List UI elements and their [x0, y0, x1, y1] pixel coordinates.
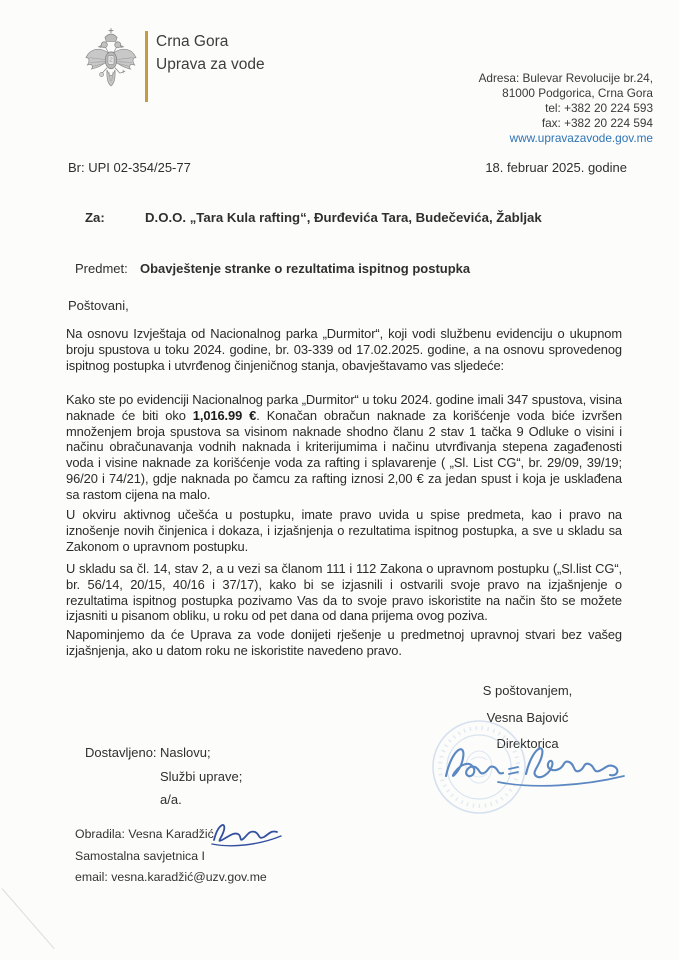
director-signature: [438, 736, 644, 794]
address-line: 81000 Podgorica, Crna Gora: [502, 86, 653, 100]
distribution-list: [160, 745, 242, 816]
fax-line: fax: +382 20 224 594: [541, 116, 653, 130]
closing-salutation: S poštovanjem,: [482, 683, 573, 698]
address-line: Adresa: Bulevar Revolucije br.24,: [478, 71, 653, 85]
org-name: Uprava za vode: [156, 55, 265, 73]
processed-by: Obradila: Vesna Karadžić: [75, 827, 214, 841]
paragraph-note: Napominjemo da će Uprava za vode donijeti rješenje u predmetnoj upravnoj stvari bez vašeg izjašnjenja, ako u datom roku ne iskoristite navedeno pravo.: [66, 627, 622, 658]
letterhead-divider: [145, 31, 148, 102]
signatory-title: Direktorica: [496, 736, 559, 751]
subject-label: Predmet:: [75, 261, 128, 276]
fee-text-after: . Konačan obračun naknade za korišćenje voda biće izvršen množenjem broja spustova sa visinom naknade shodno članu 2 stav 1 tačka 9 Odluke o visini i načinu obračunavanja vodnih naknada i kriterijumima i načinu utvrđivanja stepena zagađenosti voda i visine naknade za korišćenje voda za rafting i splavarenje ( „Sl. List CG“, br. 29/09, 39/19; 96/20 i 74/21), gdje naknada po čamcu za rafting iznosi 2,00 € za jedan spust i koja je usklađena sa rastom cijena na malo.: [66, 407, 623, 502]
recipient-label: Za:: [85, 210, 105, 225]
distribution-item: Naslovu;: [160, 745, 211, 760]
distribution-label: Dostavljeno:: [85, 745, 157, 760]
paragraph-fee-calculation: [66, 392, 622, 503]
letter-date: 18. februar 2025. godine: [485, 160, 627, 175]
paragraph-legal-basis: U skladu sa čl. 14, stav 2, a u vezi sa članom 111 i 112 Zakona o upravnom postupku („Sl.list CG“, br. 56/14, 20/15, 40/16 i 37/17), kako bi se izjasnili i ostvarili svoje pravo na izjašnjenje o rezultatima ispitnog postupka pozivamo Vas da to svoje pravo iskoristite na način što se možete izjasniti u pisanom obliku, u roku od pet dana od dana prijema ovog poziva.: [66, 561, 622, 624]
website-link[interactable]: www.upravazavode.gov.me: [509, 131, 653, 145]
paragraph-rights: U okviru aktivnog učešća u postupku, imate pravo uvida u spise predmeta, kao i pravo na iznošenje novih činjenica i dokaza, i izjašnjenja o rezultatima ispitnog postupka, a sve u skladu sa Zakonom o upravnom postupku.: [66, 507, 622, 554]
distribution-item: a/a.: [160, 792, 182, 807]
recipient-value: D.O.O. „Tara Kula rafting“, Đurđevića Tara, Budečevića, Žabljak: [145, 210, 542, 225]
reference-number: Br: UPI 02-354/25-77: [68, 160, 191, 175]
subject-value: Obavještenje stranke o rezultatima ispitnog postupka: [140, 261, 471, 276]
processor-title: Samostalna savjetnica I: [75, 848, 205, 863]
phone-line: tel: +382 20 224 593: [545, 101, 653, 115]
processor-signature: [207, 816, 287, 850]
processor-email: email: vesna.karadžić@uzv.gov.me: [75, 870, 267, 884]
signatory-name: Vesna Bajović: [486, 709, 569, 725]
address-block: [479, 71, 653, 146]
paragraph-basis: Na osnovu Izvještaja od Nacionalnog parka „Durmitor“, koji vodi službenu evidenciju o ukupnom broju spustova u toku 2024. godine, br. 03-339 od 17.02.2025. godine, a na osnovu sprovedenog ispitnog postupka i utvrđenog činjeničnog stanja, obavještavamo vas sljedeće:: [66, 326, 622, 373]
salutation: Poštovani,: [68, 298, 129, 313]
distribution-item: Službi uprave;: [160, 768, 243, 784]
fee-amount: 1,016.99 €: [192, 407, 257, 423]
org-country: Crna Gora: [156, 33, 229, 50]
fee-text-before: Kako ste po evidenciji Nacionalnog parka „Durmitor“ u toku 2024. godine imali 347 spustova, visina naknade će biti oko: [66, 392, 622, 423]
scan-crease-artifact: [1, 888, 54, 949]
montenegro-coat-of-arms-icon: [84, 27, 138, 95]
